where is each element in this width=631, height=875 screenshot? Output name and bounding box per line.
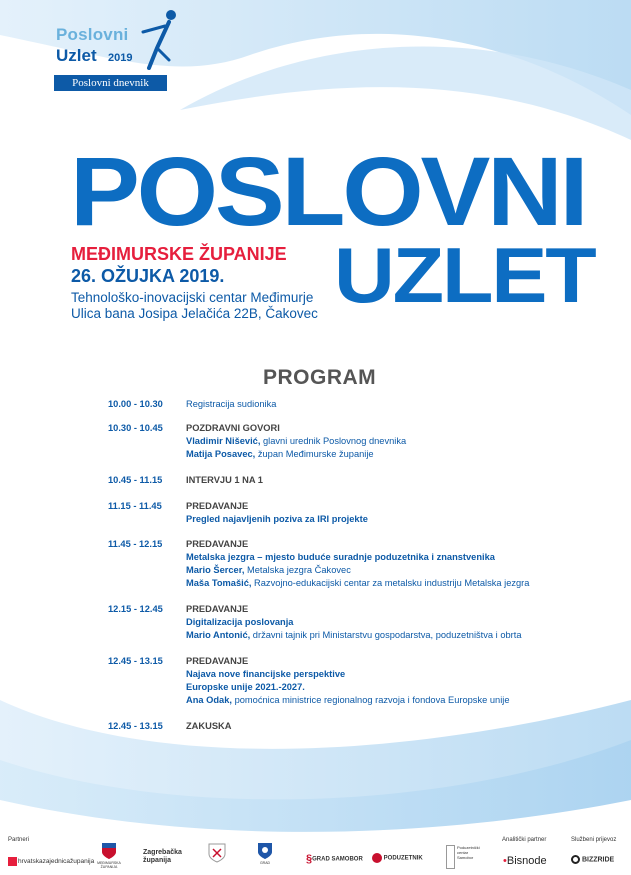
speaker-name: Ana Odak, bbox=[186, 695, 232, 705]
logo-uzlet-text: Uzlet bbox=[56, 46, 97, 65]
speaker-name: Mario Šercer, bbox=[186, 565, 245, 575]
program-text: Registracija sudionika bbox=[186, 399, 277, 409]
program-kind: INTERVJU 1 NA 1 bbox=[186, 475, 263, 485]
logo-badge: Poslovni dnevnik bbox=[54, 75, 167, 91]
program-desc bbox=[186, 500, 626, 526]
wheel-icon bbox=[571, 855, 580, 864]
event-date: 26. OŽUJKA 2019. bbox=[71, 266, 225, 286]
analytics-partner-label: Analitički partner bbox=[502, 837, 547, 843]
program-time: 12.45 - 13.15 bbox=[108, 656, 163, 666]
program-topic: Najava nove financijske perspektive bbox=[186, 669, 346, 679]
headline-uzlet: UZLET bbox=[334, 231, 595, 319]
speaker-name: Matija Posavec, bbox=[186, 449, 256, 459]
bisnode-logo: •Bisnode bbox=[503, 855, 547, 867]
speaker-name: Mario Antonić, bbox=[186, 630, 251, 640]
jumping-figure-icon bbox=[139, 8, 179, 70]
program-time: 11.15 - 11.45 bbox=[108, 501, 162, 511]
program-desc bbox=[186, 720, 626, 733]
speaker-role: glavni urednik Poslovnog dnevnika bbox=[260, 436, 407, 446]
event-logo bbox=[52, 8, 177, 98]
program-kind: ZAKUSKA bbox=[186, 721, 232, 731]
program-kind: PREDAVANJE bbox=[186, 604, 249, 614]
transport-label: Službeni prijevoz bbox=[571, 837, 617, 843]
program-kind: PREDAVANJE bbox=[186, 656, 249, 666]
red-square-icon bbox=[8, 857, 17, 866]
program-time: 10.00 - 10.30 bbox=[108, 399, 163, 409]
event-venue: Tehnološko-inovacijski centar Međimurje bbox=[71, 290, 314, 305]
program-desc bbox=[186, 603, 626, 642]
program-desc bbox=[186, 538, 626, 590]
s-mark-icon: § bbox=[306, 853, 313, 865]
speaker-role: župan Međimurske županije bbox=[255, 449, 374, 459]
program-kind: PREDAVANJE bbox=[186, 501, 249, 511]
program-time: 10.30 - 10.45 bbox=[108, 423, 163, 433]
county-name: MEĐIMURSKE ŽUPANIJE bbox=[71, 244, 287, 264]
program-kind: PREDAVANJE bbox=[186, 539, 249, 549]
speaker-name: Vladimir Nišević, bbox=[186, 436, 261, 446]
zagrebacka-logo: Zagrebačka županija bbox=[143, 849, 182, 864]
program-desc bbox=[186, 422, 626, 461]
bizzride-logo: BIZZRIDE bbox=[571, 855, 614, 864]
sponsor-footer bbox=[0, 835, 631, 875]
program-desc bbox=[186, 398, 626, 411]
medjimurska-logo: MEĐIMURSKA ŽUPANIJA bbox=[94, 843, 124, 869]
tower-icon bbox=[446, 845, 455, 869]
grad-logo: GRAD bbox=[258, 843, 272, 865]
speaker-role: državni tajnik pri Ministarstvu gospodarstva, poduzetništva i obrta bbox=[250, 630, 522, 640]
program-topic: Digitalizacija poslovanja bbox=[186, 617, 294, 627]
program-topic: Metalska jezgra – mjesto buduće suradnje poduzetnika i znanstvenika bbox=[186, 552, 495, 562]
speaker-role: Metalska jezgra Čakovec bbox=[244, 565, 351, 575]
event-address: Ulica bana Josipa Jelačića 22B, Čakovec bbox=[71, 306, 318, 321]
program-desc bbox=[186, 655, 626, 707]
program-time: 11.45 - 12.15 bbox=[108, 539, 163, 549]
program-title: PROGRAM bbox=[263, 366, 377, 389]
shield-logo bbox=[208, 843, 226, 865]
speaker-role: pomoćnica ministrice regionalnog razvoja i fondova Europske unije bbox=[231, 695, 510, 705]
program-time: 10.45 - 11.15 bbox=[108, 475, 163, 485]
coat-of-arms-icon bbox=[102, 843, 116, 859]
program-desc bbox=[186, 474, 626, 487]
hzz-logo: hrvatskazajednicažupanija bbox=[8, 857, 94, 866]
city-shield-icon bbox=[258, 843, 272, 859]
red-circle-icon bbox=[372, 853, 382, 863]
program-kind: POZDRAVNI GOVORI bbox=[186, 423, 280, 433]
crest-icon bbox=[208, 843, 226, 863]
speaker-name: Maša Tomašić, bbox=[186, 578, 252, 588]
dot-icon: • bbox=[503, 855, 507, 867]
program-topic: Pregled najavljenih poziva za IRI projekte bbox=[186, 514, 368, 524]
samobor-logo: §GRAD SAMOBOR bbox=[306, 853, 363, 865]
program-time: 12.45 - 13.15 bbox=[108, 721, 163, 731]
speaker-role: Razvojno-edukacijski centar za metalsku industriju Metalska jezgra bbox=[251, 578, 530, 588]
logo-poslovni-text: Poslovni bbox=[56, 25, 129, 44]
partners-label: Partneri bbox=[8, 837, 30, 843]
poduzetnicki-centar-logo: Poduzetnički centar Samobor bbox=[446, 845, 482, 869]
logo-year: 2019 bbox=[108, 52, 133, 64]
program-topic: Europske unije 2021.-2027. bbox=[186, 682, 305, 692]
program-time: 12.15 - 12.45 bbox=[108, 604, 163, 614]
poduzetnik-logo: PODUZETNIK bbox=[372, 853, 423, 863]
headline-poslovni: POSLOVNI bbox=[70, 137, 586, 246]
